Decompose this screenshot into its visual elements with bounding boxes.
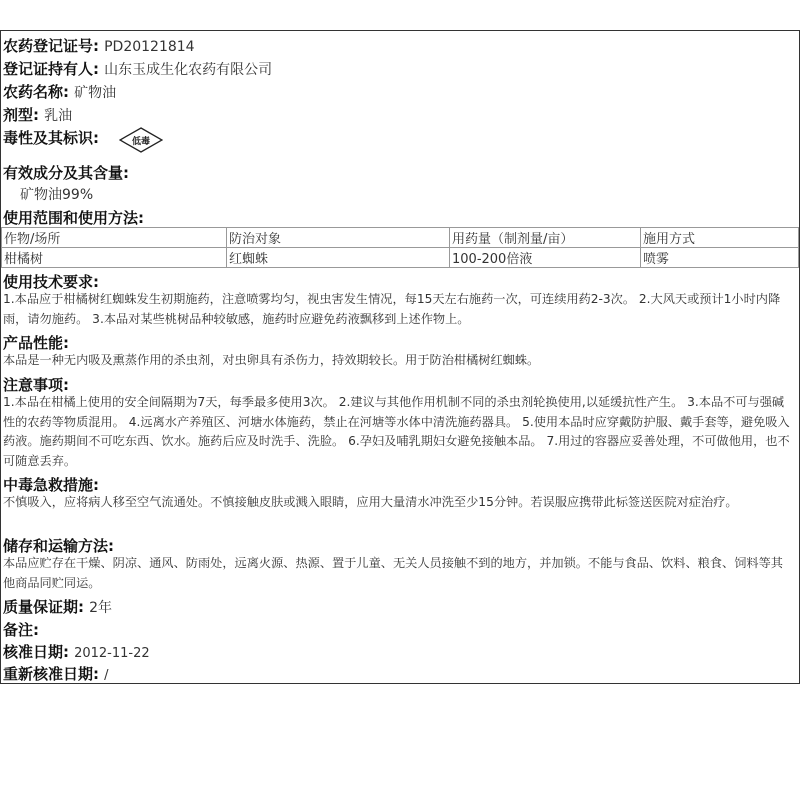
table-cell: 喷雾 — [641, 248, 799, 268]
pesticide-registration-sheet — [0, 30, 800, 684]
toxicity-label: 毒性及其标识: — [3, 129, 99, 147]
technical-requirements-heading — [3, 271, 797, 292]
reapproval-date-row — [3, 663, 797, 684]
table-row — [2, 248, 799, 268]
holder-value: 山东玉成生化农药有限公司 — [104, 62, 273, 78]
table-header-row — [2, 228, 799, 248]
table-cell: 100-200倍液 — [450, 248, 641, 268]
ingredient-value: 矿物油99% — [20, 187, 94, 203]
pesticide-name-value: 矿物油 — [74, 85, 117, 101]
notes-heading — [3, 374, 797, 395]
reapproval-date-value: / — [104, 668, 109, 683]
warranty-label: 质量保证期: — [3, 598, 84, 616]
storage-text: 本品应贮存在干燥、阴凉、通风、防雨处，远离火源、热源、置于儿童、无关人员接触不到的地方，并加锁。不能与食品、饮料、粮食、饲料等其他商品同贮同运。 — [3, 556, 783, 590]
ingredient-label: 有效成分及其含量: — [3, 164, 129, 182]
ingredient-row — [3, 162, 797, 183]
formulation-row — [3, 104, 797, 125]
performance-heading — [3, 332, 797, 353]
approval-date-row — [3, 641, 797, 662]
remark-row — [3, 619, 797, 640]
notes-label: 注意事项: — [3, 376, 69, 394]
usage-scope-row — [3, 207, 797, 228]
low-toxicity-badge-icon — [119, 127, 163, 153]
toxicity-badge-text: 低毒 — [131, 137, 151, 147]
holder-row — [3, 58, 797, 79]
reapproval-date-label: 重新核准日期: — [3, 665, 99, 683]
approval-date-value: 2012-11-22 — [74, 646, 150, 661]
performance-text: 本品是一种无内吸及熏蒸作用的杀虫剂，对虫卵具有杀伤力，持效期较长。用于防治柑橘树红蜘蛛。 — [3, 353, 540, 367]
approval-date-label: 核准日期: — [3, 643, 69, 661]
first-aid-heading — [3, 474, 797, 495]
usage-scope-label: 使用范围和使用方法: — [3, 209, 144, 227]
table-header-cell: 用药量（制剂量/亩） — [450, 228, 641, 248]
performance-label: 产品性能: — [3, 334, 69, 352]
storage-heading — [3, 535, 797, 556]
remark-label: 备注: — [3, 621, 39, 639]
notes-text: 1.本品在柑橘上使用的安全间隔期为7天，每季最多使用3次。 2.建议与其他作用机制不同的杀虫剂轮换使用,以延缓抗性产生。 3.本品不可与强碱性的农药等物质混用。 4.远离水产养殖区、河塘水体施药，禁止在河塘等水体中清洗施药器具。 5.使用本品时应穿戴防护服、戴手套等，避免吸入药液。施药期间不可吃东西、饮水。施药后应及时洗手、洗脸。 6.孕妇及哺乳期妇女避免接触本品。 7.用过的容器应妥善处理，不可做他用，也不可随意丢弃。 — [3, 395, 790, 468]
table-header-cell: 防治对象 — [227, 228, 450, 248]
first-aid-label: 中毒急救措施: — [3, 476, 99, 494]
technical-requirements-text: 1.本品应于柑橘树红蜘蛛发生初期施药，注意喷雾均匀，视虫害发生情况，每15天左右施药一次，可连续用药2-3次。 2.大风天或预计1小时内降雨，请勿施药。 3.本品对某些桃树品种较敏感，施药时应避免药液飘移到上述作物上。 — [3, 292, 781, 326]
table-cell: 柑橘树 — [2, 248, 227, 268]
holder-label: 登记证持有人: — [3, 60, 99, 78]
first-aid-text: 不慎吸入，应将病人移至空气流通处。不慎接触皮肤或溅入眼睛，应用大量清水冲洗至少15分钟。若误服应携带此标签送医院对症治疗。 — [3, 495, 738, 509]
table-cell: 红蜘蛛 — [227, 248, 450, 268]
table-header-cell: 作物/场所 — [2, 228, 227, 248]
warranty-row — [3, 596, 797, 617]
formulation-label: 剂型: — [3, 106, 39, 124]
technical-requirements-label: 使用技术要求: — [3, 273, 99, 291]
usage-table — [1, 227, 799, 268]
registration-number-value: PD20121814 — [104, 39, 195, 55]
registration-number-row — [3, 35, 797, 56]
formulation-value: 乳油 — [44, 108, 73, 124]
registration-number-label: 农药登记证号: — [3, 37, 99, 55]
warranty-value: 2年 — [89, 600, 113, 616]
storage-label: 储存和运输方法: — [3, 537, 114, 555]
table-header-cell: 施用方式 — [641, 228, 799, 248]
pesticide-name-label: 农药名称: — [3, 83, 69, 101]
pesticide-name-row — [3, 81, 797, 102]
